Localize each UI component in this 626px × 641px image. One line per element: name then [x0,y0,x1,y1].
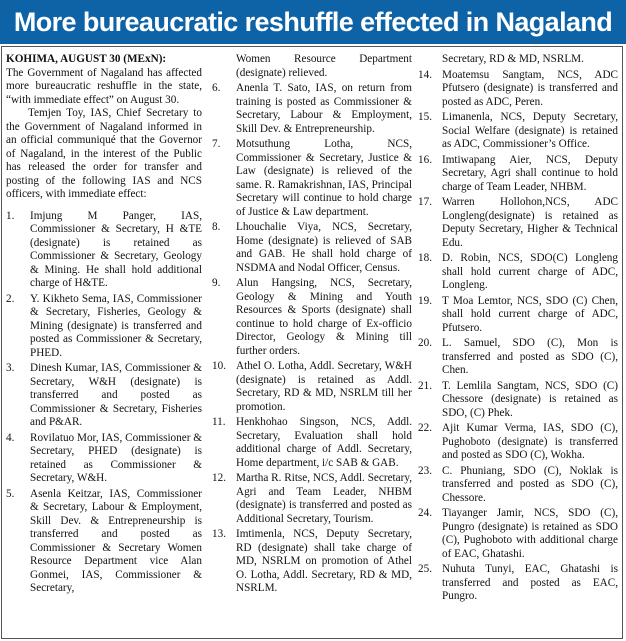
item-number: 23. [418,464,432,477]
item-number: 6. [212,82,221,94]
item-text: Ajit Kumar Verma, IAS, SDO (C), Pughoboto (designate) is transferred and posted as SDO (C), Wokha. [442,422,618,461]
item-number: 19. [418,294,432,307]
item-text: Moatemsu Sangtam, NCS, ADC Pfutsero (designate) is transferred and posted as ADC, Peren. [442,68,618,108]
item-number: 17. [418,196,432,208]
item-number: 1. [6,209,15,222]
list-item-9 [212,277,412,358]
list-item-17 [418,196,618,250]
item-text: Nuhuta Tunyi, EAC, Ghatashi is transferred and posted as EAC, Pungro. [442,563,618,602]
lead-text: The Government of Nagaland has affected more bureaucratic reshuffle in the state, “with immediate effect” on August 30. [6,66,202,106]
item-number: 15. [418,111,432,123]
item-text: Anenla T. Sato, IAS, on return from training is posted as Commissioner & Secretary, Labour & Employment, Skill Dev. & Entrepreneurship. [236,82,412,135]
list-item-20 [418,337,618,378]
item-number: 20. [418,337,432,349]
list-item-25 [418,563,618,604]
item-5-continuation: Women Resource Department (designate) relieved. [236,53,412,79]
column-3 [418,53,618,606]
lead-paragraph [6,53,202,107]
list-item-5 [6,488,202,596]
item-number: 3. [6,362,15,374]
list-item-12 [212,472,412,526]
list-item-8 [212,221,412,275]
item-text: Warren Hollohon,NCS, ADC Longleng(designate) is retained as Deputy Secretary, Higher & Technical Edu. [442,196,618,249]
item-number: 9. [212,277,221,289]
item-text: Athel O. Lotha, Addl. Secretary, W&H (designate) is retained as Addl. Secretary, RD & MD, NSRLM till her promotion. [236,360,412,413]
item-text: Lhouchalie Viya, NCS, Secretary, Home (designate) is relieved of SAB and GAB. He shall hold charge of NSDMA and Nodal Officer, Census. [236,221,412,274]
list-item-10 [212,360,412,414]
list-item-15 [418,111,618,152]
intro-paragraph: Temjen Toy, IAS, Chief Secretary to the Government of Nagaland informed in an official communiqué that the Governor of Nagaland, in the interest of the Public has released the order for transfer and posting of the following IAS and NCS officers, with immediate effect: [6,107,202,200]
item-text: C. Phuniang, SDO (C), Noklak is transferred and posted as SDO (C), Chessore. [442,464,618,504]
item-text: Dinesh Kumar, IAS, Commissioner & Secretary, W&H (designate) is transferred and posted as Commissioner & Secretary, Fisheries and P&AR. [30,362,202,428]
item-text: Asenla Keitzar, IAS, Commissioner & Secretary, Labour & Employment, Skill Dev. & Entrepreneurship is transferred and posted as Commissioner & Secretary Women Resource Department vice Alan Gonmei, IAS, Commissioner & Secretary, [30,487,202,594]
list-item-14 [418,69,618,110]
item-number: 22. [418,422,432,434]
item-text: Henkhohao Singson, NCS, Addl. Secretary, Evaluation shall hold additional charge of Addl. Secretary, Home department, i/c SAB & GAB. [236,416,412,469]
item-number: 8. [212,221,221,233]
list-item-22 [418,422,618,463]
item-number: 25. [418,563,432,575]
list-item-7 [212,138,412,219]
column-2 [212,53,412,598]
list-item-4 [6,432,202,486]
item-number: 21. [418,379,432,392]
item-number: 18. [418,252,432,264]
item-13-continuation: Secretary, RD & MD, NSRLM. [442,53,584,65]
list-item-2 [6,293,202,361]
item-number: 14. [418,68,432,81]
item-number: 7. [212,138,221,150]
item-text: T. Lemlila Sangtam, NCS, SDO (C) Chessore (designate) is retained as SDO, (C) Phek. [442,379,618,419]
item-text: L. Samuel, SDO (C), Mon is transferred and posted as SDO (C), Chen. [442,337,618,376]
list-item-6 [212,82,412,136]
item-text: Limanenla, NCS, Deputy Secretary, Social Welfare (designate) is retained as ADC, Commissioner’s Office. [442,111,618,150]
list-item-3 [6,362,202,430]
item-text: Imtiwapang Aier, NCS, Deputy Secretary, Agri shall continue to hold charge of Team Leader, NHBM. [442,153,618,193]
item-number: 13. [212,528,226,540]
item-text: Imjung M Panger, IAS, Commissioner & Secretary, H &TE (designate) is retained as Commissioner & Secretary, Geology & Mining. He shall hold additional charge of H&TE. [30,209,202,289]
list-item-1 [6,210,202,291]
dateline: KOHIMA, AUGUST 30 (MExN): [6,53,167,65]
item-text: D. Robin, NCS, SDO(C) Longleng shall hold current charge of ADC, Longleng. [442,252,618,291]
item-text: Alun Hangsing, NCS, Secretary, Geology & Mining and Youth Resources & Sports (designate) shall continue to hold charge of Ex-officio Director, Geology & Mining till further orders. [236,277,412,357]
list-item-18 [418,252,618,293]
list-item-23 [418,465,618,506]
item-number: 11. [212,416,226,428]
item-text: Tiayanger Jamir, NCS, SDO (C), Pungro (designate) is retained as SDO (C), Pughoboto with additional charge of EAC, Ghatashi. [442,507,618,560]
item-text: Rovilatuo Mor, IAS, Commissioner & Secretary, PHED (designate) is retained as Commissioner & Secretary, W&H. [30,431,202,484]
list-item-11 [212,416,412,470]
column-1 [6,53,202,598]
item-text: Motsuthung Lotha, NCS, Commissioner & Secretary, Justice & Law (designate) is relieved of the same. R. Ramakrishnan, IAS, Principal Secretary will continue to hold charge of Justice & Law department. [236,138,412,218]
item-number: 24. [418,507,432,519]
item-number: 16. [418,153,432,166]
item-number: 10. [212,360,226,372]
item-text: Y. Kikheto Sema, IAS, Commissioner & Secretary, Fisheries, Geology & Mining (designate) is transferred and posted as Commissioner & Secretary, PHED. [30,292,202,359]
item-text: T Moa Lemtor, NCS, SDO (C) Chen, shall hold current charge of ADC, Pfutsero. [442,294,618,334]
headline: More bureaucratic reshuffle effected in Nagaland [0,0,626,44]
item-number: 4. [6,431,15,444]
item-number: 5. [6,487,15,500]
item-number: 12. [212,472,226,484]
item-number: 2. [6,292,15,305]
list-item-19 [418,295,618,336]
item-text: Imtimenla, NCS, Deputy Secretary, RD (designate) shall take charge of MD, NSRLM on promotion of Athel O. Lotha, Addl. Secretary, RD & MD, NSRLM. [236,528,412,594]
list-item-24 [418,507,618,561]
list-item-21 [418,380,618,421]
list-item-16 [418,154,618,195]
list-item-13 [212,528,412,596]
item-text: Martha R. Ritse, NCS, Addl. Secretary, Agri and Team Leader, NHBM (designate) is transferred and posted as Additional Secretary, Tourism. [236,472,412,525]
